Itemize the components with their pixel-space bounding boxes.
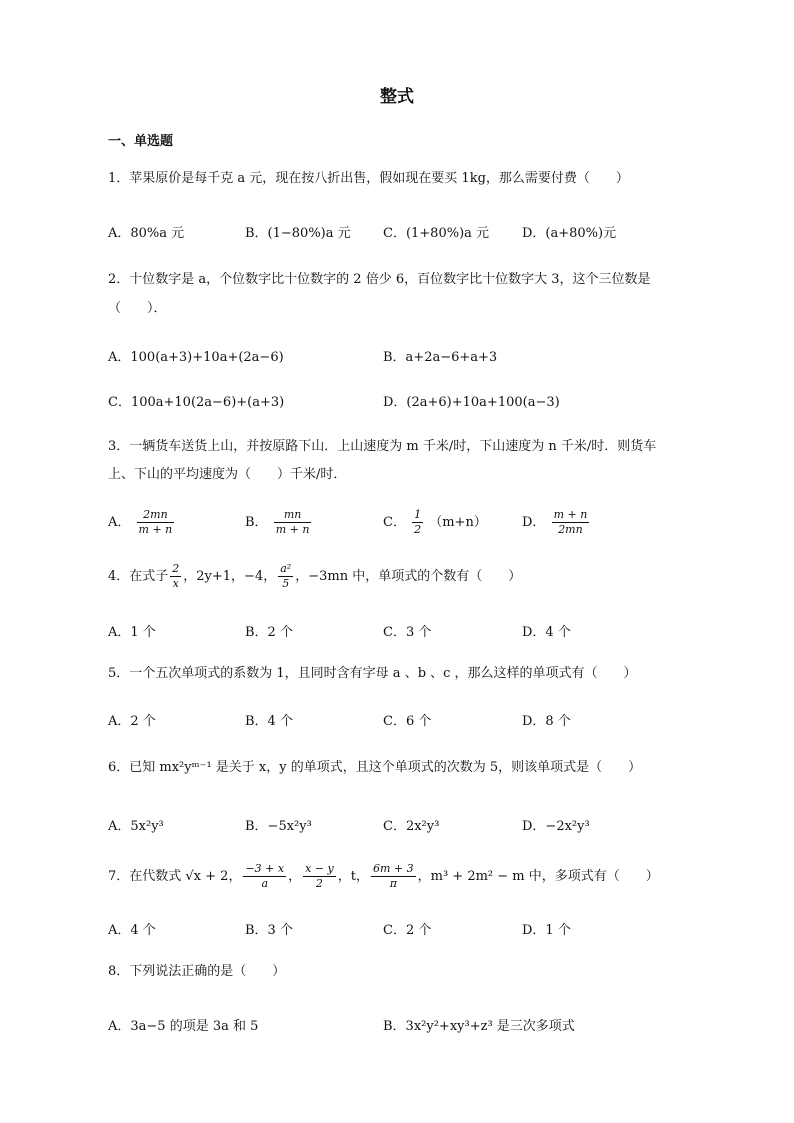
question-2-stem-line1: 2．十位数字是 a，个位数字比十位数字的 2 倍少 6，百位数字比十位数字大 3，这个三位数是 [108,272,651,287]
fraction: $\frac{2mn}{m + n}$ [138,508,173,536]
q3-option-b: B． $\frac{mn}{m + n}$ [245,508,310,536]
q5-option-d: D．8 个 [522,714,571,729]
q5-option-a: A．2 个 [108,714,156,729]
q6-option-b: B．−5x²y³ [245,819,312,834]
q1-option-b: B．(1−80%)a 元 [245,226,351,241]
question-1-stem: 1．苹果原价是每千克 a 元，现在按八折出售，假如现在要买 1kg，那么需要付费（ ） [108,171,629,186]
q7-option-b: B．3 个 [245,923,293,938]
question-3-stem-line1: 3．一辆货车送货上山，并按原路下山．上山速度为 m 千米/时，下山速度为 n 千米/时．则货车 [108,439,657,454]
q4-option-c: C．3 个 [383,625,432,640]
page-title: 整式 [380,87,414,107]
q6-option-c: C．2x²y³ [383,819,440,834]
q2-option-b: B．a+2a−6+a+3 [383,350,498,365]
question-3-stem-line2: 上、下山的平均速度为（ ）千米/时． [108,467,347,482]
fraction: $\frac{mn}{m + n}$ [275,508,310,536]
q1-option-d: D．(a+80%)元 [522,226,617,241]
q3-option-d: D． $\frac{m + n}{2mn}$ [522,508,588,536]
q4-option-d: D．4 个 [522,625,571,640]
q4-option-b: B．2 个 [245,625,293,640]
fraction: $\frac{m + n}{2mn}$ [553,508,588,536]
q2-option-c: C．100a+10(2a−6)+(a+3) [108,395,285,410]
question-2-stem-line2: （ ）． [108,301,167,316]
q6-option-a: A．5x²y³ [108,819,164,834]
q5-option-b: B．4 个 [245,714,293,729]
q8-option-b: B．3x²y²+xy³+z³ 是三次多项式 [383,1019,575,1034]
q2-option-a: A．100(a+3)+10a+(2a−6) [108,350,284,365]
fraction: $\frac{-3 + x}{a}$ [245,862,285,890]
q2-option-d: D．(2a+6)+10a+100(a−3) [383,395,560,410]
fraction: $\frac{2}{x}$ [172,562,180,590]
question-7-stem: 7．在代数式 √x + 2， $\frac{-3 + x}{a}$ ， $\frac{x - y}{2}$ ，t， $\frac{6m + 3}{\pi}$ ，m³ + 2m² − m 中，多项式有（ ） [108,862,659,890]
q1-option-a: A．80%a 元 [108,226,185,241]
question-6-stem: 6．已知 mx²yᵐ⁻¹ 是关于 x，y 的单项式，且这个单项式的次数为 5，则该单项式是（ ） [108,760,642,775]
question-8-stem: 8．下列说法正确的是（ ） [108,964,286,979]
fraction: $\frac{6m + 3}{\pi}$ [372,862,414,890]
q7-option-d: D．1 个 [522,923,571,938]
fraction: $\frac{\text{a²}}{5}$ [280,562,292,590]
q8-option-a: A．3a−5 的项是 3a 和 5 [108,1019,259,1034]
question-4-stem: 4．在式子 $\frac{2}{x}$ ，2y+1，−4， $\frac{\text{a²}}{5}$ ，−3mn 中，单项式的个数有（ ） [108,562,522,590]
q3-option-a: A． $\frac{2mn}{m + n}$ [108,508,173,536]
q5-option-c: C．6 个 [383,714,432,729]
question-5-stem: 5．一个五次单项式的系数为 1，且同时含有字母 a 、b 、c ，那么这样的单项式有（ ） [108,666,637,681]
q1-option-c: C．(1+80%)a 元 [383,226,490,241]
section-heading: 一、单选题 [108,134,174,149]
q7-option-c: C．2 个 [383,923,432,938]
fraction: $\frac{x - y}{2}$ [305,862,334,890]
fraction: $\frac{1}{2}$ [414,508,422,536]
q6-option-d: D．−2x²y³ [522,819,590,834]
q4-option-a: A．1 个 [108,625,156,640]
q7-option-a: A．4 个 [108,923,156,938]
q3-option-c: C． $\frac{1}{2}$ （m+n） [383,508,487,536]
